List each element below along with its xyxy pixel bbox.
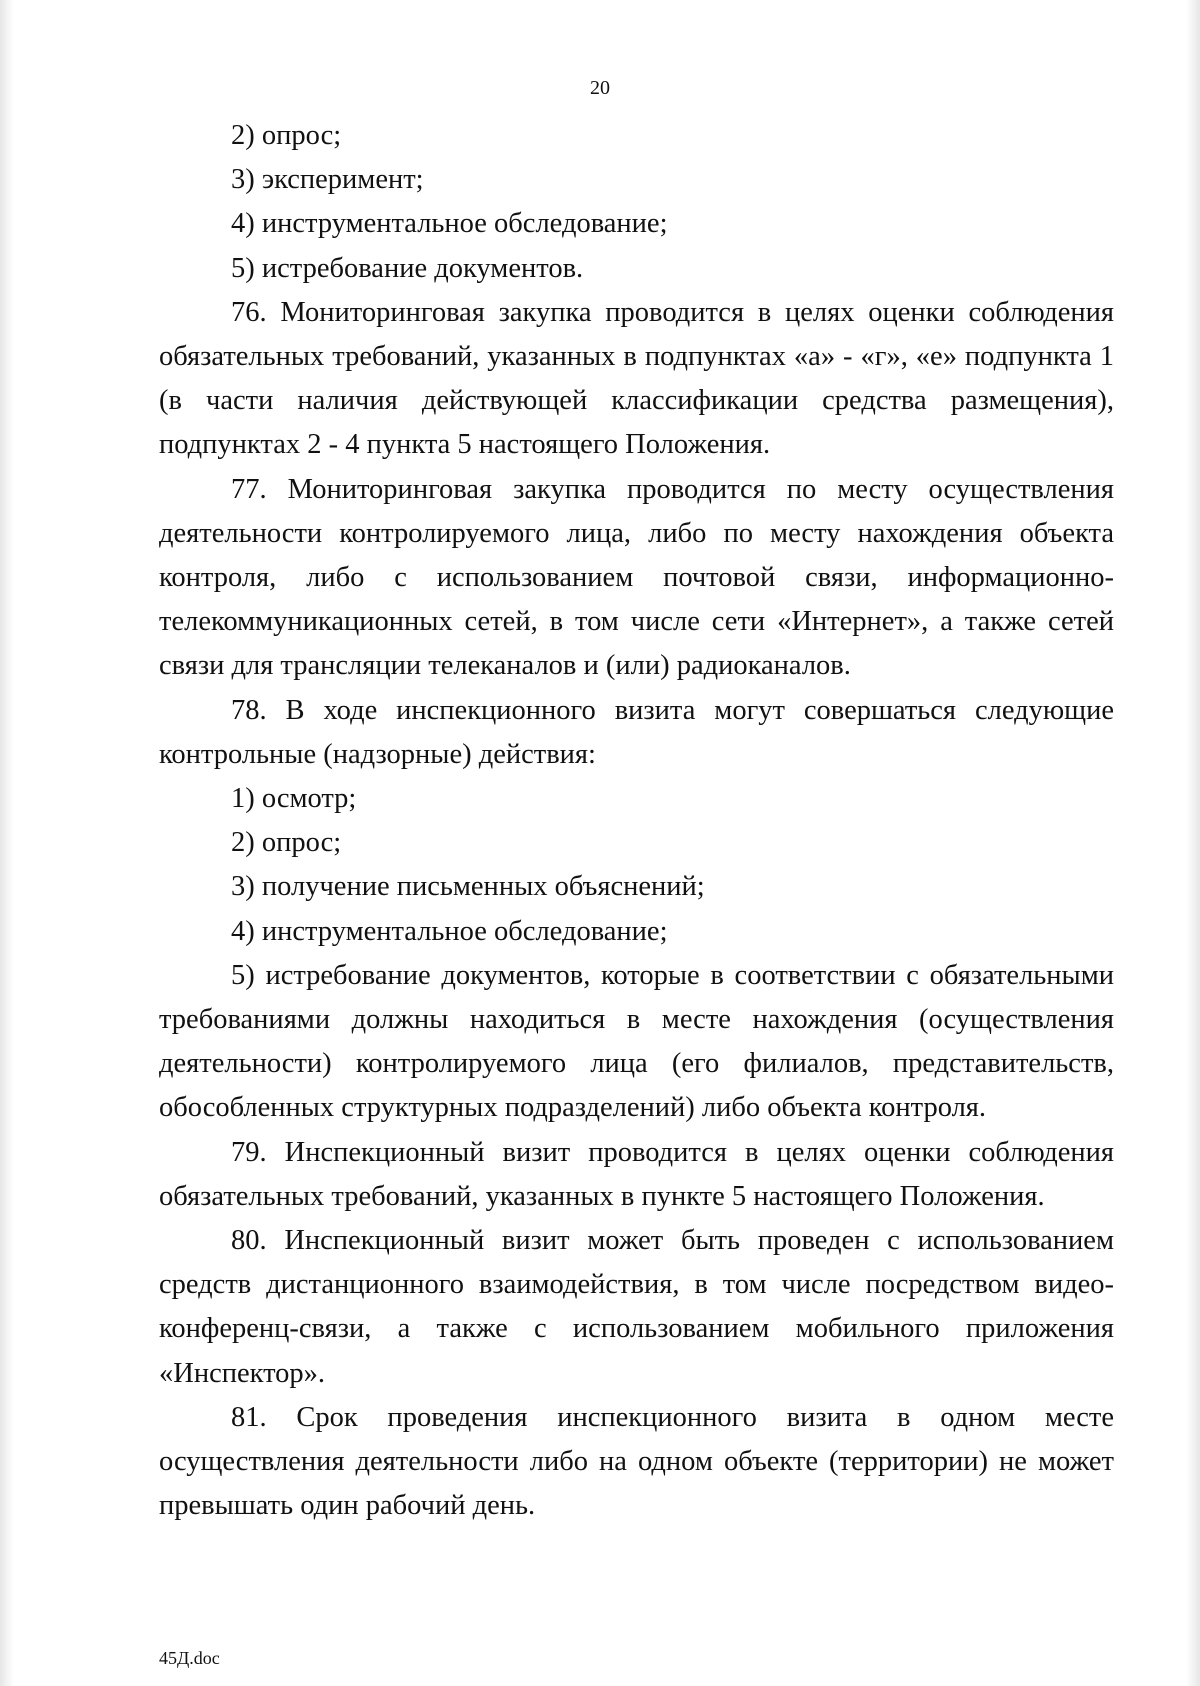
list-item-long: 5) истребование документов, которые в соответствии с обязательными требованиями должны находиться в месте нахождения (осуществления деятельности) контролируемого лица (его филиалов, представительств, обособленных структурных подразделений) либо объекта контроля. [159, 959, 1114, 1124]
paragraph-78: 78. В ходе инспекционного визита могут совершаться следующие контрольные (надзорные) действия: [159, 694, 1114, 770]
document-body [159, 114, 1114, 1529]
list-item: 2) опрос; [231, 827, 342, 859]
list-item: 3) эксперимент; [231, 164, 424, 196]
paragraph-80: 80. Инспекционный визит может быть проведен с использованием средств дистанционного взаимодействия, в том числе посредством видео-конференц-связи, а также с использованием мобильного приложения «Инспектор». [159, 1225, 1114, 1389]
paragraph-79: 79. Инспекционный визит проводится в целях оценки соблюдения обязательных требований, указанных в пункте 5 настоящего Положения. [159, 1136, 1114, 1212]
list-item: 5) истребование документов. [231, 252, 584, 284]
paragraph-77: 77. Мониторинговая закупка проводится по месту осуществления деятельности контролируемого лица, либо по месту нахождения объекта контроля, либо с использованием почтовой связи, информационно-телекоммуникационных сетей, в том числе сети «Интернет», а также сетей связи для трансляции телеканалов и (или) радиоканалов. [159, 473, 1114, 682]
list-item: 2) опрос; [231, 120, 342, 151]
scan-edge-right [1186, 0, 1200, 1686]
list-item: 1) осмотр; [231, 783, 357, 815]
page-number: 20 [590, 77, 610, 99]
paragraph-76: 76. Мониторинговая закупка проводится в целях оценки соблюдения обязательных требований, указанных в подпунктах «а» - «г», «е» подпункта 1 (в части наличия действующей классификации средства размещения), подпунктах 2 - 4 пункта 5 настоящего Положения. [159, 296, 1114, 461]
scan-edge-left [0, 0, 14, 1686]
paragraph-81: 81. Срок проведения инспекционного визита в одном месте осуществления деятельности либо на одном объекте (территории) не может превышать один рабочий день. [159, 1401, 1114, 1522]
list-item: 4) инструментальное обследование; [231, 208, 668, 240]
list-item: 3) получение письменных объяснений; [231, 871, 705, 903]
file-name-footer: 45Д.doc [159, 1648, 220, 1668]
list-item: 4) инструментальное обследование; [231, 915, 668, 947]
